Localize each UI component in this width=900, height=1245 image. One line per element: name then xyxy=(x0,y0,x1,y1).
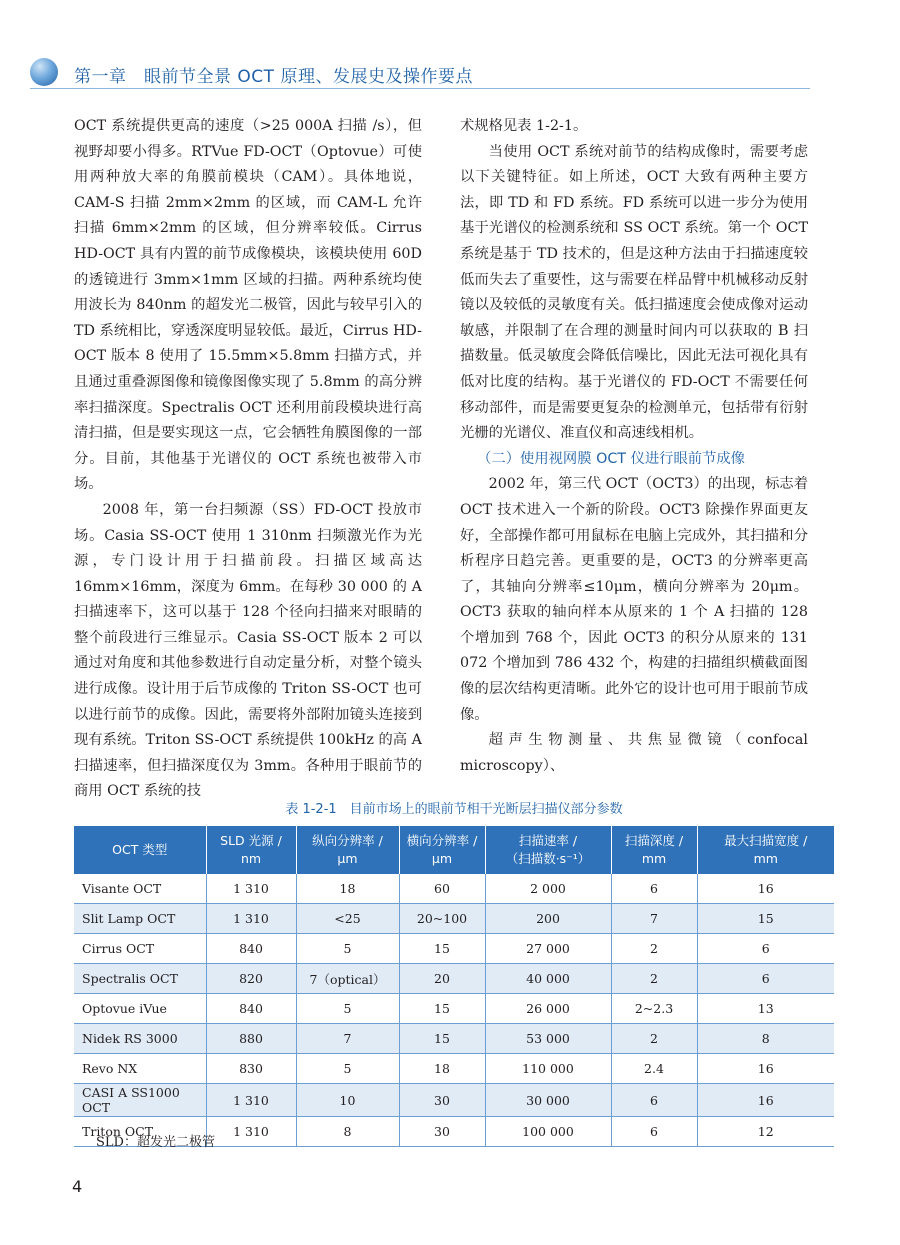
table-cell: 1 310 xyxy=(206,874,296,904)
column-header: 最大扫描宽度 / mm xyxy=(697,826,834,874)
table-cell: <25 xyxy=(296,904,399,934)
table-cell: 40 000 xyxy=(485,964,611,994)
table-cell: 20 xyxy=(399,964,485,994)
table-cell: 7（optical） xyxy=(296,964,399,994)
section-subheading: （二）使用视网膜 OCT 仪进行眼前节成像 xyxy=(477,450,745,467)
table-cell: 12 xyxy=(697,1117,834,1147)
column-header: 扫描速率 / （扫描数·s⁻¹） xyxy=(485,826,611,874)
table-cell: 8 xyxy=(296,1117,399,1147)
paragraph: OCT 系统提供更高的速度（>25 000A 扫描 /s），但视野却要小得多。RTVue FD-OCT（Optovue）可使用两种放大率的角膜前模块（CAM）。具体地说，CAM-S 扫描 2mm×2mm 的区域，而 CAM-L 允许扫描 6mm×2mm 的区域，但分辨率较低。Cirrus HD-OCT 具有内置的前节成像模块，该模块使用 60D 的透镜进行 3mm×1mm 区域的扫描。两种系统均使用波长为 840nm 的超发光二极管，因此与较早引入的 TD 系统相比，穿透深度明显较低。最近，Cirrus HD-OCT 版本 8 使用了 15.5mm×5.8mm 扫描方式，并且通过重叠源图像和镜像图像实现了 5.8mm 的高分辨率扫描深度。Spectralis OCT 还利用前段模块进行高清扫描，但是要实现这一点，它会牺牲角膜图像的一部分。目前，其他基于光谱仪的 OCT 系统也被带入市场。 xyxy=(74,118,422,493)
table-cell: 15 xyxy=(399,1024,485,1054)
table-cell: 20~100 xyxy=(399,904,485,934)
table-cell: 2.4 xyxy=(611,1054,697,1084)
table-cell: Visante OCT xyxy=(74,874,206,904)
table-cell: Nidek RS 3000 xyxy=(74,1024,206,1054)
column-header: 扫描深度 / mm xyxy=(611,826,697,874)
table-cell: 840 xyxy=(206,994,296,1024)
header-divider xyxy=(30,88,810,89)
table-cell: Spectralis OCT xyxy=(74,964,206,994)
right-column xyxy=(460,114,808,779)
oct-spec-table xyxy=(74,826,834,1147)
table-cell: 30 xyxy=(399,1084,485,1117)
table-row xyxy=(74,1054,834,1084)
table-cell: 1 310 xyxy=(206,1084,296,1117)
table-cell: 110 000 xyxy=(485,1054,611,1084)
table-footnote: SLD：超发光二极管 xyxy=(96,1135,215,1150)
table-caption: 表 1-2-1 目前市场上的眼前节相干光断层扫描仪部分参数 xyxy=(285,802,623,817)
table-cell: Cirrus OCT xyxy=(74,934,206,964)
table-cell: 10 xyxy=(296,1084,399,1117)
table-cell: 820 xyxy=(206,964,296,994)
table-cell: 16 xyxy=(697,874,834,904)
table-cell: Revo NX xyxy=(74,1054,206,1084)
table-cell: 30 xyxy=(399,1117,485,1147)
table-cell: 15 xyxy=(399,934,485,964)
table-row xyxy=(74,904,834,934)
table-cell: 5 xyxy=(296,1054,399,1084)
paragraph: 超声生物测量、共焦显微镜（confocal microscopy）、 xyxy=(460,732,808,774)
table-cell: 880 xyxy=(206,1024,296,1054)
table-cell: Triton OCT xyxy=(74,1117,206,1147)
table-cell: 2 000 xyxy=(485,874,611,904)
paragraph: 2008 年，第一台扫频源（SS）FD-OCT 投放市场。Casia SS-OCT 使用 1 310nm 扫频激光作为光源，专门设计用于扫描前段。扫描区域高达 16mm×16mm，深度为 6mm。在每秒 30 000 的 A 扫描速率下，这可以基于 128 个径向扫描来对眼睛的整个前段进行三维显示。Casia SS-OCT 版本 2 可以通过对角度和其他参数进行自动定量分析，对整个镜头进行成像。设计用于后节成像的 Triton SS-OCT 也可以进行前节的成像。因此，需要将外部附加镜头连接到现有系统。Triton SS-OCT 系统提供 100kHz 的高 A 扫描速率，但扫描深度仅为 3mm。各种用于眼前节的商用 OCT 系统的技 xyxy=(74,501,422,800)
table-cell: 6 xyxy=(697,934,834,964)
column-header: 纵向分辨率 / μm xyxy=(296,826,399,874)
table-cell: 15 xyxy=(399,994,485,1024)
table-cell: 830 xyxy=(206,1054,296,1084)
table-cell: 2 xyxy=(611,934,697,964)
table-cell: 6 xyxy=(611,874,697,904)
table-cell: 26 000 xyxy=(485,994,611,1024)
table-cell: 100 000 xyxy=(485,1117,611,1147)
paragraph: 术规格见表 1-2-1。 xyxy=(460,118,588,134)
table-cell: 30 000 xyxy=(485,1084,611,1117)
table-cell: 2 xyxy=(611,1024,697,1054)
table-cell: 18 xyxy=(399,1054,485,1084)
table-cell: 2 xyxy=(611,964,697,994)
table-cell: 6 xyxy=(611,1084,697,1117)
column-header: OCT 类型 xyxy=(74,826,206,874)
table-cell: 7 xyxy=(296,1024,399,1054)
table-cell: Slit Lamp OCT xyxy=(74,904,206,934)
column-header: SLD 光源 / nm xyxy=(206,826,296,874)
table-cell: 1 310 xyxy=(206,1117,296,1147)
table-cell: 5 xyxy=(296,934,399,964)
table-cell: 15 xyxy=(697,904,834,934)
table-cell: 5 xyxy=(296,994,399,1024)
table-cell: 7 xyxy=(611,904,697,934)
table-row xyxy=(74,1084,834,1117)
table-cell: 18 xyxy=(296,874,399,904)
table-header-row xyxy=(74,826,834,874)
table-cell: 13 xyxy=(697,994,834,1024)
table-row xyxy=(74,1024,834,1054)
table-cell: 27 000 xyxy=(485,934,611,964)
table-row xyxy=(74,874,834,904)
table-cell: 6 xyxy=(611,1117,697,1147)
table-cell: 6 xyxy=(697,964,834,994)
page-number: 4 xyxy=(72,1177,83,1196)
running-header xyxy=(30,58,810,88)
table-cell: Optovue iVue xyxy=(74,994,206,1024)
table-row xyxy=(74,934,834,964)
table-cell: 840 xyxy=(206,934,296,964)
chapter-ball-icon xyxy=(30,58,58,86)
paragraph: 2002 年，第三代 OCT（OCT3）的出现，标志着 OCT 技术进入一个新的阶段。OCT3 除操作界面更友好，全部操作都可用鼠标在电脑上完成外，其扫描和分析程序日趋完善。更重要的是，OCT3 的分辨率更高了，其轴向分辨率≤10μm，横向分辨率为 20μm。OCT3 获取的轴向样本从原来的 1 个 A 扫描的 128 个增加到 768 个，因此 OCT3 的积分从原来的 131 072 个增加到 786 432 个，构建的扫描组织横截面图像的层次结构更清晰。此外它的设计也可用于眼前节成像。 xyxy=(460,476,808,723)
table-cell: 16 xyxy=(697,1084,834,1117)
table-cell: 200 xyxy=(485,904,611,934)
table-row xyxy=(74,994,834,1024)
table-row xyxy=(74,964,834,994)
chapter-title: 第一章 眼前节全景 OCT 原理、发展史及操作要点 xyxy=(74,67,473,87)
table-cell: 2~2.3 xyxy=(611,994,697,1024)
table-cell: 16 xyxy=(697,1054,834,1084)
table-cell: 1 310 xyxy=(206,904,296,934)
table-cell: CASI A SS1000 OCT xyxy=(74,1084,206,1117)
paragraph: 当使用 OCT 系统对前节的结构成像时，需要考虑以下关键特征。如上所述，OCT 大致有两种主要方法，即 TD 和 FD 系统。FD 系统可以进一步分为使用基于光谱仪的检测系统和 SS OCT 系统。第一个 OCT 系统是基于 TD 技术的，但是这种方法由于扫描速度较低而失去了重要性，这与需要在样品臂中机械移动反射镜以及较低的灵敏度有关。低扫描速度会使成像对运动敏感，并限制了在合理的测量时间内可以获取的 B 扫描数量。低灵敏度会降低信噪比，因此无法可视化具有低对比度的结构。基于光谱仪的 FD-OCT 不需要任何移动部件，而是需要更复杂的检测单元，包括带有衍射光栅的光谱仪、准直仪和高速线相机。 xyxy=(460,143,808,442)
table-cell: 60 xyxy=(399,874,485,904)
column-header: 横向分辨率 / μm xyxy=(399,826,485,874)
table-cell: 8 xyxy=(697,1024,834,1054)
left-column xyxy=(74,114,422,805)
table-cell: 53 000 xyxy=(485,1024,611,1054)
